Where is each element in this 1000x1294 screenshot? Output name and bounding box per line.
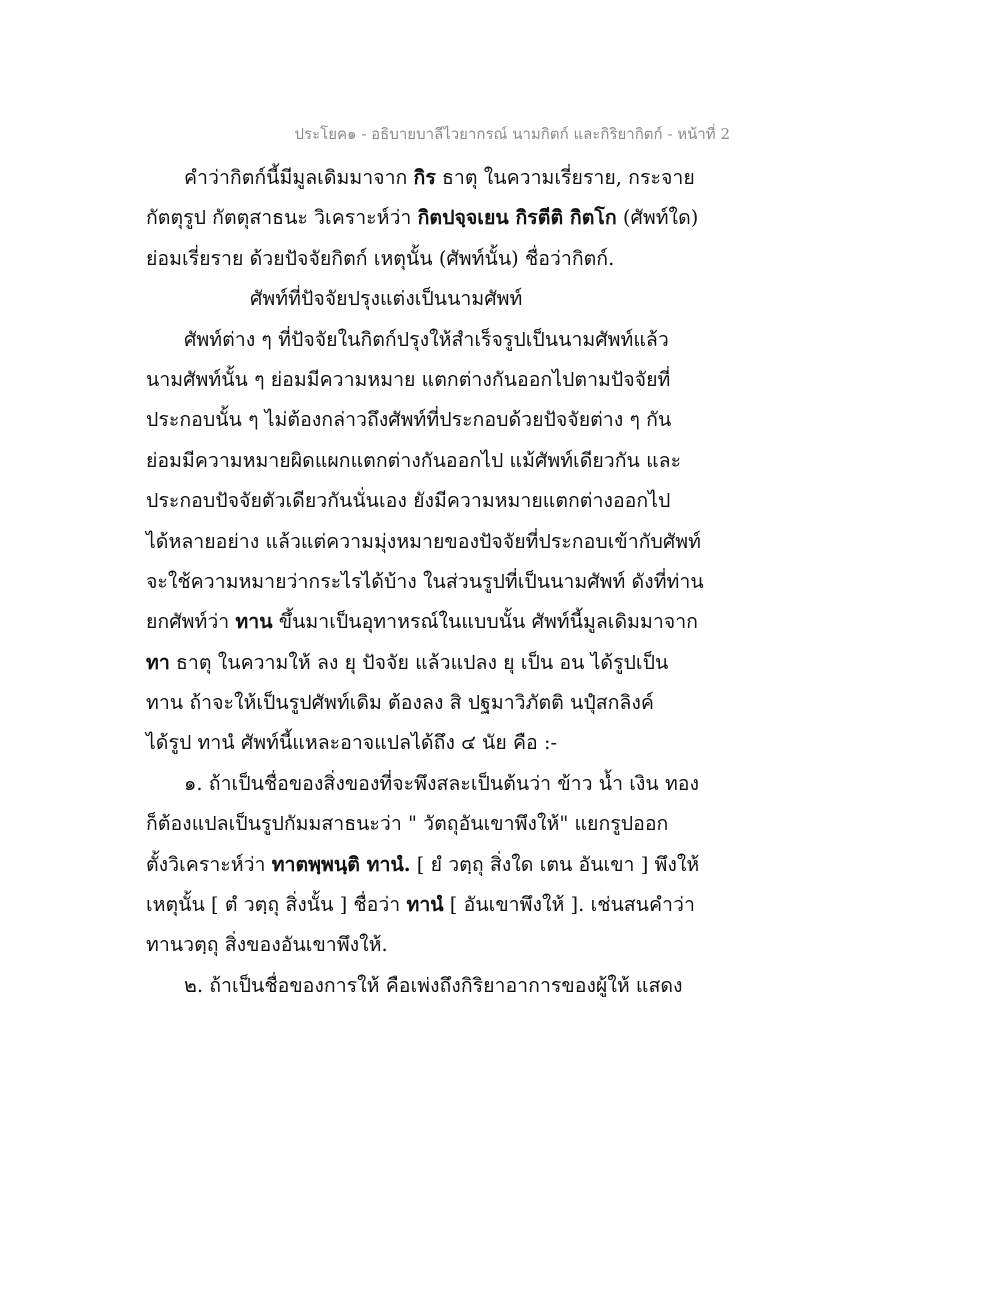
text-line [146, 562, 706, 602]
text-line [146, 643, 706, 683]
text-segment: ยกศัพท์ว่า [146, 610, 236, 634]
bold-term: ทา [146, 650, 170, 674]
text-segment: จะใช้ความหมายว่ากระไรได้บ้าง ในส่วนรูปที่เป็นนามศัพท์ ดังที่ท่าน [146, 569, 704, 593]
text-segment: ประกอบปัจจัยตัวเดียวกันนั่นเอง ยังมีความหมายแตกต่างออกไป [146, 489, 671, 513]
text-segment: ได้หลายอย่าง แล้วแต่ความมุ่งหมายของปัจจัยที่ประกอบเข้ากับศัพท์ [146, 529, 701, 553]
text-segment: ๒. ถ้าเป็นชื่อของการให้ คือเพ่งถึงกิริยาอาการของผู้ให้ แสดง [184, 973, 683, 997]
text-segment: ๑. ถ้าเป็นชื่อของสิ่งของที่จะพึงสละเป็นต้นว่า ข้าว น้ำ เงิน ทอง [184, 771, 700, 795]
text-line [146, 400, 706, 440]
text-line [146, 764, 706, 804]
text-segment: เหตุนั้น [ ตํ วตฺถุ สิ่งนั้น ] ชื่อว่า [146, 893, 407, 917]
text-segment: [ อันเขาพึงให้ ]. เช่นสนคำว่า [443, 893, 695, 917]
text-segment: [ ยํ วตฺถุ สิ่งใด เตน อันเขา ] พึงให้ [410, 852, 700, 876]
bold-term: กิตปจฺจเยน กิรตีติ กิตโก [417, 206, 617, 230]
bold-term: กิร [413, 166, 436, 189]
text-segment: ทาน ถ้าจะให้เป็นรูปศัพท์เดิม ต้องลง สิ ปฐมาวิภัตติ นปุํสกลิงค์ [146, 691, 654, 715]
text-segment: ประกอบนั้น ๆ ไม่ต้องกล่าวถึงศัพท์ที่ประกอบด้วยปัจจัยต่าง ๆ กัน [146, 408, 672, 432]
section-heading [146, 279, 706, 319]
text-segment: ขึ้นมาเป็นอุทาหรณ์ในแบบนั้น ศัพท์นี้มูลเดิมมาจาก [272, 610, 698, 634]
bold-term: ทาตพฺพนฺติ ทานํ. [271, 852, 411, 876]
text-line [146, 522, 706, 562]
text-segment: กัตตุรูป กัตตุสาธนะ วิเคราะห์ว่า [146, 206, 418, 230]
text-segment: ศัพท์ที่ปัจจัยปรุงแต่งเป็นนามศัพท์ [250, 287, 523, 311]
body-text [146, 158, 706, 1006]
text-line [146, 602, 706, 642]
text-line [146, 481, 706, 521]
text-line [146, 683, 706, 723]
text-line [146, 198, 706, 238]
text-segment: ตั้งวิเคราะห์ว่า [146, 852, 272, 876]
text-line [146, 925, 706, 965]
text-line [146, 723, 706, 763]
text-line [146, 360, 706, 400]
text-segment: นามศัพท์นั้น ๆ ย่อมมีความหมาย แตกต่างกันออกไปตามปัจจัยที่ [146, 367, 671, 391]
text-line [146, 320, 706, 360]
text-segment: ศัพท์ต่าง ๆ ที่ปัจจัยในกิตก์ปรุงให้สำเร็จรูปเป็นนามศัพท์แล้ว [184, 327, 669, 351]
text-line [146, 966, 706, 1006]
text-segment: ได้รูป ทานํ ศัพท์นี้แหละอาจแปลได้ถึง ๔ นัย คือ :- [146, 731, 558, 755]
text-segment: (ศัพท์ใด) [616, 206, 699, 230]
text-line [146, 804, 706, 844]
text-segment: ย่อมเรี่ยราย ด้วยปัจจัยกิตก์ เหตุนั้น (ศัพท์นั้น) ชื่อว่ากิตก์. [146, 246, 615, 270]
bold-term: ทาน [235, 610, 273, 634]
text-segment: ธาตุ ในความเรี่ยราย, กระจาย [435, 166, 695, 189]
bold-term: ทานํ [406, 893, 444, 917]
text-line [146, 239, 706, 279]
text-segment: ย่อมมีความหมายผิดแผกแตกต่างกันออกไป แม้ศัพท์เดียวกัน และ [146, 448, 682, 472]
text-segment: คำว่ากิตก์นี้มีมูลเดิมมาจาก [184, 166, 414, 189]
text-segment: ก็ต้องแปลเป็นรูปกัมมสาธนะว่า " วัตถุอันเขาพึงให้" แยกรูปออก [146, 812, 669, 836]
page-header: ประโยค๑ - อธิบายบาลีไวยากรณ์ นามกิตก์ และกิริยากิตก์ - หน้าที่ 2 [294, 125, 730, 143]
text-segment: ทานวตฺถุ สิ่งของอันเขาพึงให้. [146, 933, 388, 957]
text-line [146, 441, 706, 481]
text-line [146, 845, 706, 885]
text-line [146, 158, 706, 198]
text-line [146, 885, 706, 925]
text-segment: ธาตุ ในความให้ ลง ยุ ปัจจัย แล้วแปลง ยุ เป็น อน ได้รูปเป็น [169, 650, 669, 674]
